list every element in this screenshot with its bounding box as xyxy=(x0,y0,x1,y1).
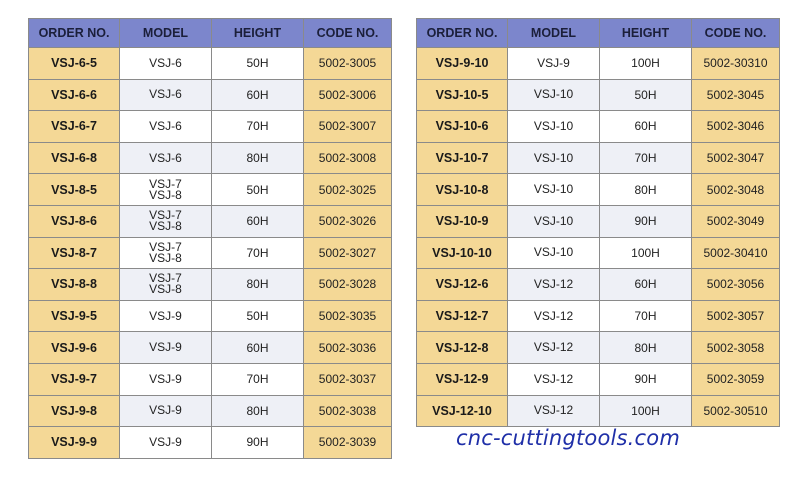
model-line: VSJ-10 xyxy=(533,118,574,133)
height-cell: 50H xyxy=(212,300,304,332)
header-code-no: CODE NO. xyxy=(304,19,392,48)
table-row xyxy=(417,174,780,206)
order-no-cell: VSJ-8-5 xyxy=(29,174,120,206)
model-cell xyxy=(508,269,600,301)
height-cell: 100H xyxy=(600,48,692,80)
model-line: VSJ-8 xyxy=(149,219,182,234)
model-cell xyxy=(508,142,600,174)
order-no-cell: VSJ-6-6 xyxy=(29,79,120,111)
table-row xyxy=(29,427,392,459)
model-cell xyxy=(120,48,212,80)
code-no-cell: 5002-3045 xyxy=(692,79,780,111)
model-cell xyxy=(120,205,212,237)
header-height: HEIGHT xyxy=(600,19,692,48)
height-cell: 60H xyxy=(212,79,304,111)
model-cell xyxy=(508,237,600,269)
model-line: VSJ-7 xyxy=(149,176,182,191)
code-no-cell: 5002-3058 xyxy=(692,332,780,364)
model-cell xyxy=(120,111,212,143)
model-line: VSJ-9 xyxy=(149,434,182,449)
model-line: VSJ-6 xyxy=(149,150,182,165)
order-no-cell: VSJ-8-6 xyxy=(29,205,120,237)
table-row xyxy=(29,142,392,174)
code-no-cell: 5002-3007 xyxy=(304,111,392,143)
height-cell: 90H xyxy=(600,363,692,395)
model-line: VSJ-9 xyxy=(149,371,182,386)
order-no-cell: VSJ-12-10 xyxy=(417,395,508,427)
height-cell: 80H xyxy=(600,174,692,206)
height-cell: 60H xyxy=(600,269,692,301)
height-cell: 100H xyxy=(600,395,692,427)
height-cell: 90H xyxy=(600,205,692,237)
model-line: VSJ-7 xyxy=(149,271,182,286)
code-no-cell: 5002-3039 xyxy=(304,427,392,459)
order-no-cell: VSJ-9-8 xyxy=(29,395,120,427)
model-cell xyxy=(508,332,600,364)
code-no-cell: 5002-3036 xyxy=(304,332,392,364)
height-cell: 80H xyxy=(212,142,304,174)
model-line: VSJ-9 xyxy=(149,340,182,355)
model-line: VSJ-7 xyxy=(149,208,182,223)
order-no-cell: VSJ-10-7 xyxy=(417,142,508,174)
model-line: VSJ-9 xyxy=(149,403,182,418)
model-line: VSJ-6 xyxy=(149,55,182,70)
height-cell: 90H xyxy=(212,427,304,459)
model-cell xyxy=(120,363,212,395)
code-no-cell: 5002-3026 xyxy=(304,205,392,237)
code-no-cell: 5002-3056 xyxy=(692,269,780,301)
model-line: VSJ-9 xyxy=(149,308,182,323)
height-cell: 80H xyxy=(212,269,304,301)
table-row xyxy=(29,269,392,301)
model-line: VSJ-8 xyxy=(149,187,182,202)
right-table-body xyxy=(417,48,780,427)
code-no-cell: 5002-3049 xyxy=(692,205,780,237)
table-row xyxy=(29,237,392,269)
height-cell: 50H xyxy=(212,174,304,206)
left-spec-table xyxy=(28,18,392,459)
code-no-cell: 5002-3025 xyxy=(304,174,392,206)
code-no-cell: 5002-30410 xyxy=(692,237,780,269)
code-no-cell: 5002-3008 xyxy=(304,142,392,174)
model-cell xyxy=(508,111,600,143)
model-cell xyxy=(508,79,600,111)
height-cell: 80H xyxy=(600,332,692,364)
code-no-cell: 5002-3006 xyxy=(304,79,392,111)
header-model: MODEL xyxy=(120,19,212,48)
table-row xyxy=(417,300,780,332)
order-no-cell: VSJ-9-10 xyxy=(417,48,508,80)
model-line: VSJ-12 xyxy=(533,340,574,355)
order-no-cell: VSJ-8-7 xyxy=(29,237,120,269)
order-no-cell: VSJ-12-9 xyxy=(417,363,508,395)
height-cell: 70H xyxy=(212,237,304,269)
model-line: VSJ-8 xyxy=(149,250,182,265)
header-row xyxy=(417,19,780,48)
model-cell xyxy=(120,237,212,269)
table-row xyxy=(417,142,780,174)
model-line: VSJ-6 xyxy=(149,87,182,102)
order-no-cell: VSJ-9-9 xyxy=(29,427,120,459)
code-no-cell: 5002-3038 xyxy=(304,395,392,427)
model-line: VSJ-10 xyxy=(533,150,574,165)
height-cell: 80H xyxy=(212,395,304,427)
model-line: VSJ-12 xyxy=(533,403,574,418)
order-no-cell: VSJ-10-9 xyxy=(417,205,508,237)
height-cell: 100H xyxy=(600,237,692,269)
table-row xyxy=(29,205,392,237)
header-row xyxy=(29,19,392,48)
code-no-cell: 5002-3037 xyxy=(304,363,392,395)
model-line: VSJ-8 xyxy=(149,282,182,297)
height-cell: 70H xyxy=(212,111,304,143)
model-line: VSJ-6 xyxy=(149,118,182,133)
model-cell xyxy=(120,174,212,206)
model-cell xyxy=(120,332,212,364)
table-row xyxy=(29,79,392,111)
table-row xyxy=(29,111,392,143)
order-no-cell: VSJ-12-8 xyxy=(417,332,508,364)
table-row xyxy=(29,395,392,427)
height-cell: 60H xyxy=(212,332,304,364)
header-order-no: ORDER NO. xyxy=(417,19,508,48)
order-no-cell: VSJ-6-7 xyxy=(29,111,120,143)
model-cell xyxy=(508,205,600,237)
order-no-cell: VSJ-12-7 xyxy=(417,300,508,332)
height-cell: 50H xyxy=(600,79,692,111)
height-cell: 70H xyxy=(600,300,692,332)
model-line: VSJ-7 xyxy=(149,239,182,254)
model-cell xyxy=(120,79,212,111)
table-row xyxy=(417,111,780,143)
left-table-body xyxy=(29,48,392,459)
order-no-cell: VSJ-9-5 xyxy=(29,300,120,332)
table-row xyxy=(417,79,780,111)
header-height: HEIGHT xyxy=(212,19,304,48)
table-row xyxy=(29,332,392,364)
table-row xyxy=(29,174,392,206)
code-no-cell: 5002-3027 xyxy=(304,237,392,269)
height-cell: 50H xyxy=(212,48,304,80)
table-row xyxy=(417,48,780,80)
table-row xyxy=(417,363,780,395)
code-no-cell: 5002-3059 xyxy=(692,363,780,395)
model-cell xyxy=(120,269,212,301)
header-model: MODEL xyxy=(508,19,600,48)
model-cell xyxy=(508,363,600,395)
code-no-cell: 5002-3046 xyxy=(692,111,780,143)
right-spec-table xyxy=(416,18,780,427)
table-row xyxy=(29,48,392,80)
code-no-cell: 5002-30510 xyxy=(692,395,780,427)
code-no-cell: 5002-3048 xyxy=(692,174,780,206)
model-cell xyxy=(508,48,600,80)
code-no-cell: 5002-30310 xyxy=(692,48,780,80)
code-no-cell: 5002-3028 xyxy=(304,269,392,301)
model-line: VSJ-12 xyxy=(533,371,574,386)
order-no-cell: VSJ-12-6 xyxy=(417,269,508,301)
model-line: VSJ-10 xyxy=(533,213,574,228)
code-no-cell: 5002-3005 xyxy=(304,48,392,80)
model-cell xyxy=(508,395,600,427)
height-cell: 60H xyxy=(600,111,692,143)
code-no-cell: 5002-3057 xyxy=(692,300,780,332)
model-cell xyxy=(120,300,212,332)
header-order-no: ORDER NO. xyxy=(29,19,120,48)
watermark-text: cnc-cuttingtools.com xyxy=(456,426,681,450)
order-no-cell: VSJ-6-8 xyxy=(29,142,120,174)
order-no-cell: VSJ-10-5 xyxy=(417,79,508,111)
table-row xyxy=(29,300,392,332)
model-line: VSJ-9 xyxy=(537,55,570,70)
order-no-cell: VSJ-10-6 xyxy=(417,111,508,143)
model-cell xyxy=(120,427,212,459)
table-row xyxy=(417,237,780,269)
table-row xyxy=(417,395,780,427)
table-row xyxy=(417,332,780,364)
height-cell: 70H xyxy=(600,142,692,174)
height-cell: 70H xyxy=(212,363,304,395)
model-cell xyxy=(508,174,600,206)
table-row xyxy=(417,269,780,301)
model-cell xyxy=(120,142,212,174)
model-cell xyxy=(120,395,212,427)
model-line: VSJ-10 xyxy=(533,182,574,197)
model-line: VSJ-10 xyxy=(533,245,574,260)
code-no-cell: 5002-3035 xyxy=(304,300,392,332)
order-no-cell: VSJ-9-6 xyxy=(29,332,120,364)
table-row xyxy=(29,363,392,395)
height-cell: 60H xyxy=(212,205,304,237)
table-row xyxy=(417,205,780,237)
order-no-cell: VSJ-6-5 xyxy=(29,48,120,80)
order-no-cell: VSJ-8-8 xyxy=(29,269,120,301)
order-no-cell: VSJ-10-8 xyxy=(417,174,508,206)
model-line: VSJ-12 xyxy=(533,308,574,323)
model-line: VSJ-10 xyxy=(533,87,574,102)
code-no-cell: 5002-3047 xyxy=(692,142,780,174)
order-no-cell: VSJ-9-7 xyxy=(29,363,120,395)
model-line: VSJ-12 xyxy=(533,276,574,291)
header-code-no: CODE NO. xyxy=(692,19,780,48)
model-cell xyxy=(508,300,600,332)
order-no-cell: VSJ-10-10 xyxy=(417,237,508,269)
